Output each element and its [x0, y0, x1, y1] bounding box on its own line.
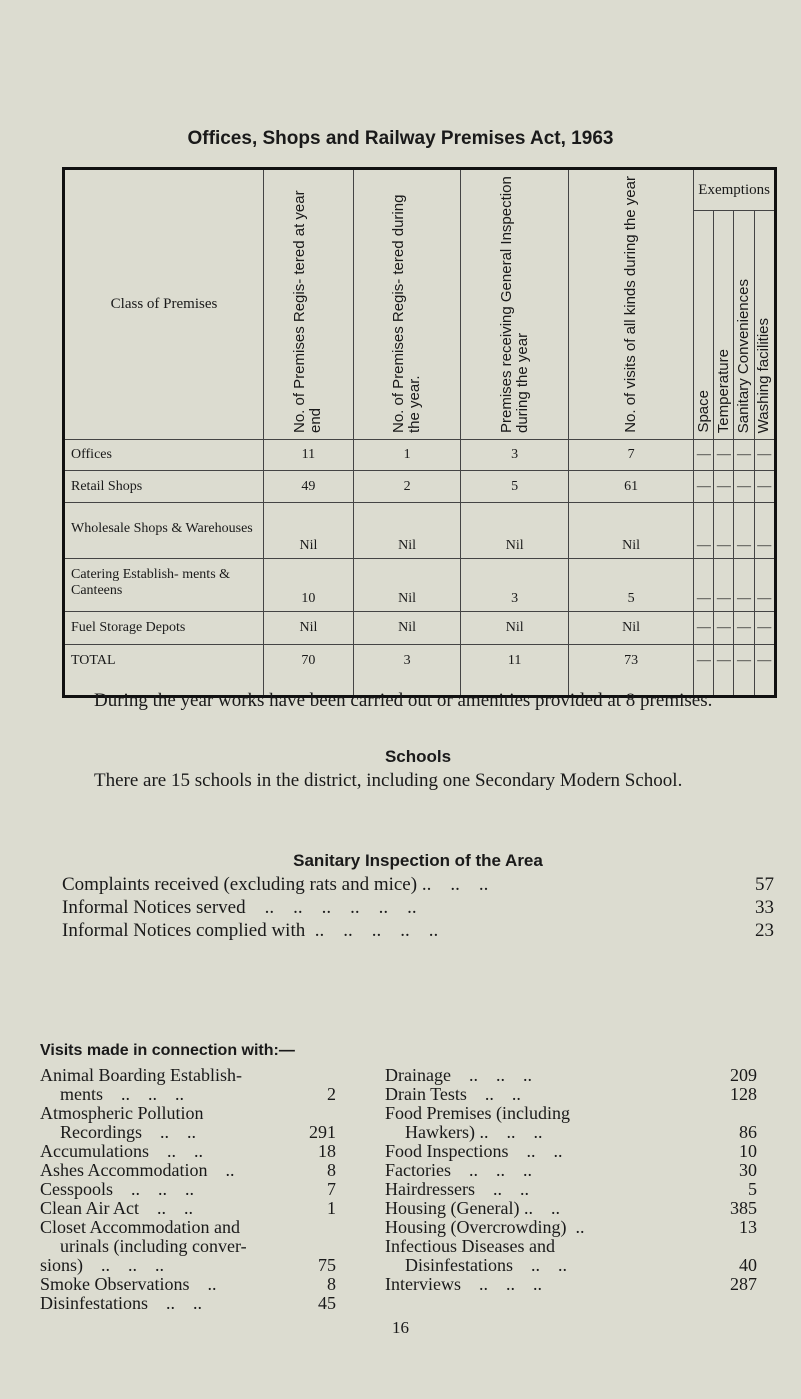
- value-cell: Nil: [461, 612, 569, 645]
- page-title: Offices, Shops and Railway Premises Act, 1963: [187, 128, 614, 149]
- value-cell: —: [754, 559, 775, 612]
- item-label: urinals (including conver-: [60, 1236, 247, 1256]
- visit-item: [385, 1180, 757, 1199]
- col-header: [694, 211, 714, 440]
- item-label: Food Premises (including: [385, 1103, 570, 1123]
- value-cell: —: [754, 503, 775, 559]
- table-row: [64, 471, 776, 503]
- value-cell: 7: [568, 440, 693, 471]
- col-header-text: Premises receiving General Inspection during the year: [497, 176, 531, 433]
- value-cell: —: [694, 612, 714, 645]
- value-cell: 2: [353, 471, 461, 503]
- item-label: Atmospheric Pollution: [40, 1103, 204, 1123]
- value-cell: —: [754, 645, 775, 697]
- value-cell: —: [754, 440, 775, 471]
- item-value: 128: [730, 1084, 757, 1104]
- item-label: Accumulations .. ..: [40, 1141, 203, 1161]
- visit-item: [40, 1275, 336, 1294]
- sanitary-heading: Sanitary Inspection of the Area: [293, 851, 543, 870]
- visits-heading: Visits made in connection with:—: [40, 1042, 295, 1059]
- visit-item: [385, 1161, 757, 1180]
- visit-item: [385, 1066, 757, 1085]
- item-label: Disinfestations .. ..: [405, 1255, 567, 1275]
- item-label: Drain Tests .. ..: [385, 1084, 521, 1104]
- value-cell: —: [714, 645, 734, 697]
- col-header-text: Sanitary Conveniences: [735, 278, 753, 433]
- visit-item: [385, 1085, 757, 1104]
- col-header-text: No. of Premises Regis- tered during the year.: [390, 194, 424, 433]
- item-label: Clean Air Act .. ..: [40, 1198, 193, 1218]
- value-cell: —: [694, 559, 714, 612]
- item-value: 10: [739, 1141, 757, 1161]
- class-cell: Retail Shops: [64, 471, 264, 503]
- class-header: Class of Premises: [64, 169, 264, 440]
- item-label: Animal Boarding Establish-: [40, 1065, 242, 1085]
- value-cell: 3: [461, 559, 569, 612]
- value-cell: 1: [353, 440, 461, 471]
- item-label: Factories .. .. ..: [385, 1160, 532, 1180]
- item-label: Interviews .. .. ..: [385, 1274, 542, 1294]
- item-label: Infectious Diseases and: [385, 1236, 555, 1256]
- visit-item: [385, 1104, 757, 1142]
- item-label: Housing (General) .. ..: [385, 1198, 560, 1218]
- value-cell: Nil: [264, 612, 354, 645]
- visit-item: [385, 1218, 757, 1237]
- item-value: 7: [327, 1179, 336, 1199]
- value-cell: 3: [353, 645, 461, 697]
- item-label: Hairdressers .. ..: [385, 1179, 529, 1199]
- value-cell: —: [714, 503, 734, 559]
- visit-item: [40, 1294, 336, 1313]
- item-value: 33: [755, 897, 774, 918]
- value-cell: —: [754, 612, 775, 645]
- value-cell: —: [714, 612, 734, 645]
- value-cell: Nil: [353, 612, 461, 645]
- col-header: [734, 211, 754, 440]
- visits-right-list: [385, 1066, 757, 1294]
- value-cell: —: [714, 559, 734, 612]
- class-cell: Catering Establish- ments & Canteens: [64, 559, 264, 612]
- value-cell: 3: [461, 440, 569, 471]
- value-cell: —: [734, 612, 754, 645]
- item-value: 45: [318, 1293, 336, 1313]
- value-cell: —: [734, 645, 754, 697]
- value-cell: Nil: [353, 559, 461, 612]
- col-header: [568, 169, 693, 440]
- class-cell: Fuel Storage Depots: [64, 612, 264, 645]
- value-cell: 61: [568, 471, 693, 503]
- table-row: [64, 559, 776, 612]
- value-cell: Nil: [353, 503, 461, 559]
- item-label: Recordings .. ..: [60, 1122, 196, 1142]
- works-paragraph: During the year works have been carried out or amenities provided at 8 premises.: [94, 690, 713, 711]
- col-header: [353, 169, 461, 440]
- value-cell: —: [694, 471, 714, 503]
- page-number: 16: [392, 1318, 409, 1337]
- value-cell: Nil: [568, 612, 693, 645]
- item-value: 385: [730, 1198, 757, 1218]
- sanitary-item: [62, 874, 774, 898]
- value-cell: —: [694, 645, 714, 697]
- visit-item: [385, 1199, 757, 1218]
- value-cell: 5: [461, 471, 569, 503]
- item-value: 209: [730, 1065, 757, 1085]
- value-cell: —: [734, 471, 754, 503]
- col-header-text: No. of Premises Regis- tered at year end: [291, 190, 325, 433]
- item-label: Smoke Observations ..: [40, 1274, 217, 1294]
- item-value: 13: [739, 1217, 757, 1237]
- visit-item: [385, 1275, 757, 1294]
- visit-item: [40, 1218, 336, 1275]
- visits-left-list: [40, 1066, 336, 1313]
- schools-heading: Schools: [384, 747, 452, 766]
- table-row: [64, 440, 776, 471]
- visit-item: [40, 1199, 336, 1218]
- item-label: Hawkers) .. .. ..: [405, 1122, 543, 1142]
- item-value: 18: [318, 1141, 336, 1161]
- item-value: 57: [755, 874, 774, 895]
- value-cell: 10: [264, 559, 354, 612]
- item-label: Housing (Overcrowding) ..: [385, 1217, 585, 1237]
- item-label: Drainage .. .. ..: [385, 1065, 532, 1085]
- col-header: [754, 211, 775, 440]
- value-cell: —: [714, 440, 734, 471]
- col-header-text: Washing facilities: [755, 317, 773, 433]
- visit-item: [40, 1066, 336, 1104]
- value-cell: —: [714, 471, 734, 503]
- col-header: [264, 169, 354, 440]
- item-label: Ashes Accommodation ..: [40, 1160, 235, 1180]
- item-value: 291: [309, 1122, 336, 1142]
- class-cell: Wholesale Shops & Warehouses: [64, 503, 264, 559]
- sanitary-item: [62, 897, 774, 921]
- item-value: 5: [748, 1179, 757, 1199]
- item-label: Informal Notices complied with .. .. .. .. ..: [62, 920, 439, 941]
- visit-item: [40, 1104, 336, 1142]
- value-cell: 11: [264, 440, 354, 471]
- class-cell: Offices: [64, 440, 264, 471]
- class-cell: TOTAL: [64, 645, 264, 697]
- item-value: 1: [327, 1198, 336, 1218]
- item-value: 2: [327, 1084, 336, 1104]
- visit-item: [385, 1237, 757, 1275]
- item-label: sions) .. .. ..: [40, 1255, 165, 1275]
- item-label: Informal Notices served .. .. .. .. .. ..: [62, 897, 417, 918]
- col-header: [714, 211, 734, 440]
- item-value: 8: [327, 1160, 336, 1180]
- col-header-text: Temperature: [714, 348, 732, 433]
- schools-paragraph: There are 15 schools in the district, including one Secondary Modern School.: [94, 770, 683, 791]
- item-label: Food Inspections .. ..: [385, 1141, 563, 1161]
- item-value: 30: [739, 1160, 757, 1180]
- value-cell: —: [694, 503, 714, 559]
- value-cell: —: [754, 471, 775, 503]
- item-label: ments .. .. ..: [60, 1084, 184, 1104]
- value-cell: —: [734, 503, 754, 559]
- value-cell: 73: [568, 645, 693, 697]
- item-label: Closet Accommodation and: [40, 1217, 240, 1237]
- item-label: Disinfestations .. ..: [40, 1293, 202, 1313]
- value-cell: 49: [264, 471, 354, 503]
- item-label: Complaints received (excluding rats and mice) .. .. ..: [62, 874, 489, 895]
- value-cell: Nil: [568, 503, 693, 559]
- table-row: [64, 503, 776, 559]
- value-cell: 70: [264, 645, 354, 697]
- col-header-text: Space: [694, 390, 712, 433]
- visit-item: [385, 1142, 757, 1161]
- item-value: 287: [730, 1274, 757, 1294]
- item-value: 8: [327, 1274, 336, 1294]
- item-label: Cesspools .. .. ..: [40, 1179, 195, 1199]
- item-value: 86: [739, 1122, 757, 1142]
- exemptions-header: Exemptions: [694, 169, 776, 211]
- item-value: 75: [318, 1255, 336, 1275]
- visit-item: [40, 1161, 336, 1180]
- visit-item: [40, 1180, 336, 1199]
- value-cell: 5: [568, 559, 693, 612]
- col-header: [461, 169, 569, 440]
- value-cell: —: [694, 440, 714, 471]
- value-cell: 11: [461, 645, 569, 697]
- visit-item: [40, 1142, 336, 1161]
- value-cell: Nil: [461, 503, 569, 559]
- item-value: 23: [755, 920, 774, 941]
- value-cell: Nil: [264, 503, 354, 559]
- table-row: [64, 645, 776, 697]
- table-row: [64, 612, 776, 645]
- value-cell: —: [734, 559, 754, 612]
- value-cell: —: [734, 440, 754, 471]
- sanitary-item: [62, 920, 774, 944]
- item-value: 40: [739, 1255, 757, 1275]
- premises-table: [62, 167, 777, 698]
- col-header-text: No. of visits of all kinds during the year: [622, 176, 640, 433]
